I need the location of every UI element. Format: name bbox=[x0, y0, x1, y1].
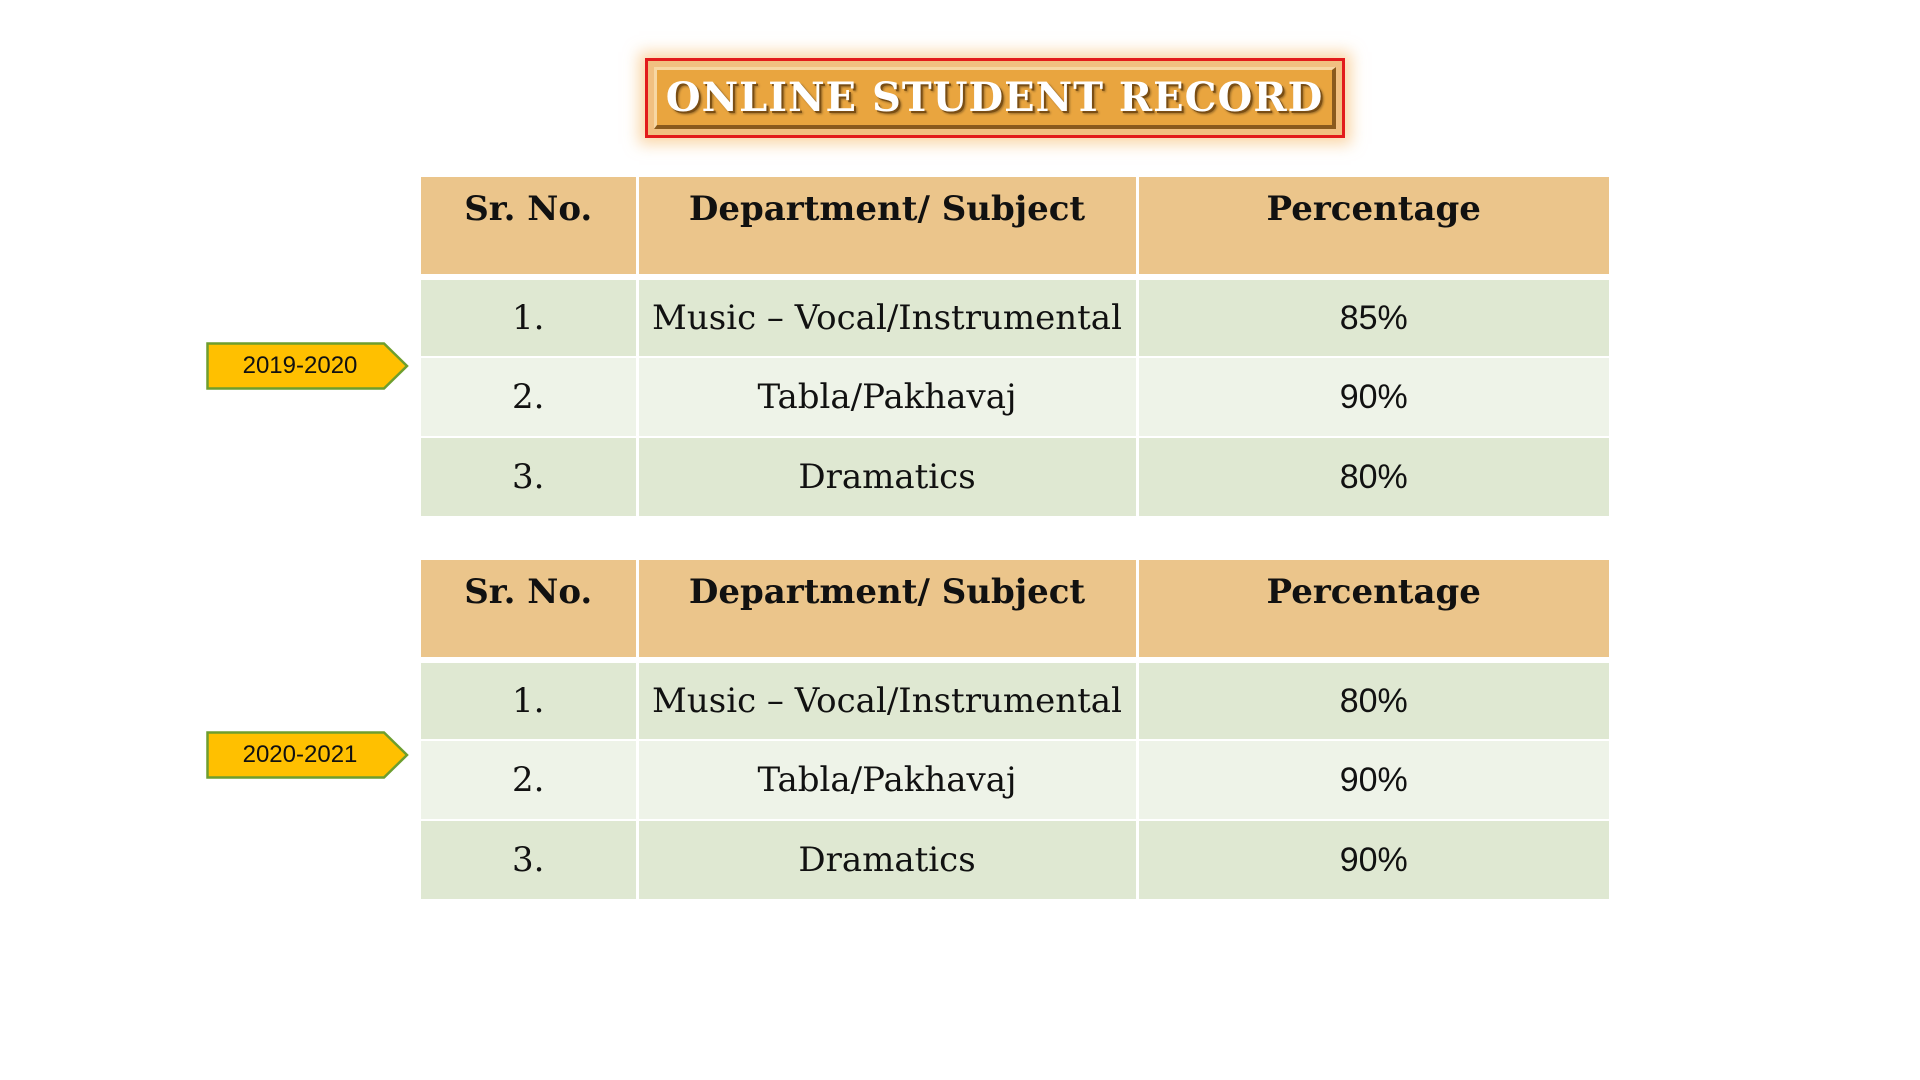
cell-sr-no: 3. bbox=[421, 437, 637, 517]
table-row bbox=[421, 820, 1609, 900]
year-label: 2019-2020 bbox=[242, 352, 358, 379]
cell-subject: Dramatics bbox=[637, 820, 1137, 900]
page-title: ONLINE STUDENT RECORD bbox=[665, 74, 1324, 121]
table-header-row bbox=[421, 177, 1609, 277]
year-tag-2020-2021 bbox=[206, 731, 410, 779]
record-table-2019-2020 bbox=[421, 177, 1609, 518]
cell-sr-no: 3. bbox=[421, 820, 637, 900]
table-row bbox=[421, 277, 1609, 357]
header-sr-no: Sr. No. bbox=[421, 560, 637, 660]
page-title-box bbox=[645, 58, 1345, 138]
cell-sr-no: 2. bbox=[421, 740, 637, 820]
year-label: 2020-2021 bbox=[242, 741, 358, 768]
cell-subject: Music – Vocal/Instrumental bbox=[637, 277, 1137, 357]
table-row bbox=[421, 437, 1609, 517]
cell-percentage: 85% bbox=[1137, 277, 1609, 357]
cell-percentage: 90% bbox=[1137, 820, 1609, 900]
cell-sr-no: 2. bbox=[421, 357, 637, 437]
cell-subject: Tabla/Pakhavaj bbox=[637, 740, 1137, 820]
table-header-row bbox=[421, 560, 1609, 660]
header-percentage: Percentage bbox=[1137, 177, 1609, 277]
header-department-subject: Department/ Subject bbox=[637, 177, 1137, 277]
record-table-2020-2021 bbox=[421, 560, 1609, 901]
cell-percentage: 90% bbox=[1137, 357, 1609, 437]
header-sr-no: Sr. No. bbox=[421, 177, 637, 277]
header-department-subject: Department/ Subject bbox=[637, 560, 1137, 660]
header-percentage: Percentage bbox=[1137, 560, 1609, 660]
table-row bbox=[421, 740, 1609, 820]
cell-percentage: 80% bbox=[1137, 437, 1609, 517]
cell-sr-no: 1. bbox=[421, 660, 637, 740]
cell-percentage: 80% bbox=[1137, 660, 1609, 740]
cell-subject: Tabla/Pakhavaj bbox=[637, 357, 1137, 437]
table-row bbox=[421, 660, 1609, 740]
table-row bbox=[421, 357, 1609, 437]
cell-subject: Dramatics bbox=[637, 437, 1137, 517]
page-title-inner bbox=[654, 67, 1336, 129]
cell-percentage: 90% bbox=[1137, 740, 1609, 820]
cell-subject: Music – Vocal/Instrumental bbox=[637, 660, 1137, 740]
year-tag-2019-2020 bbox=[206, 342, 410, 390]
cell-sr-no: 1. bbox=[421, 277, 637, 357]
